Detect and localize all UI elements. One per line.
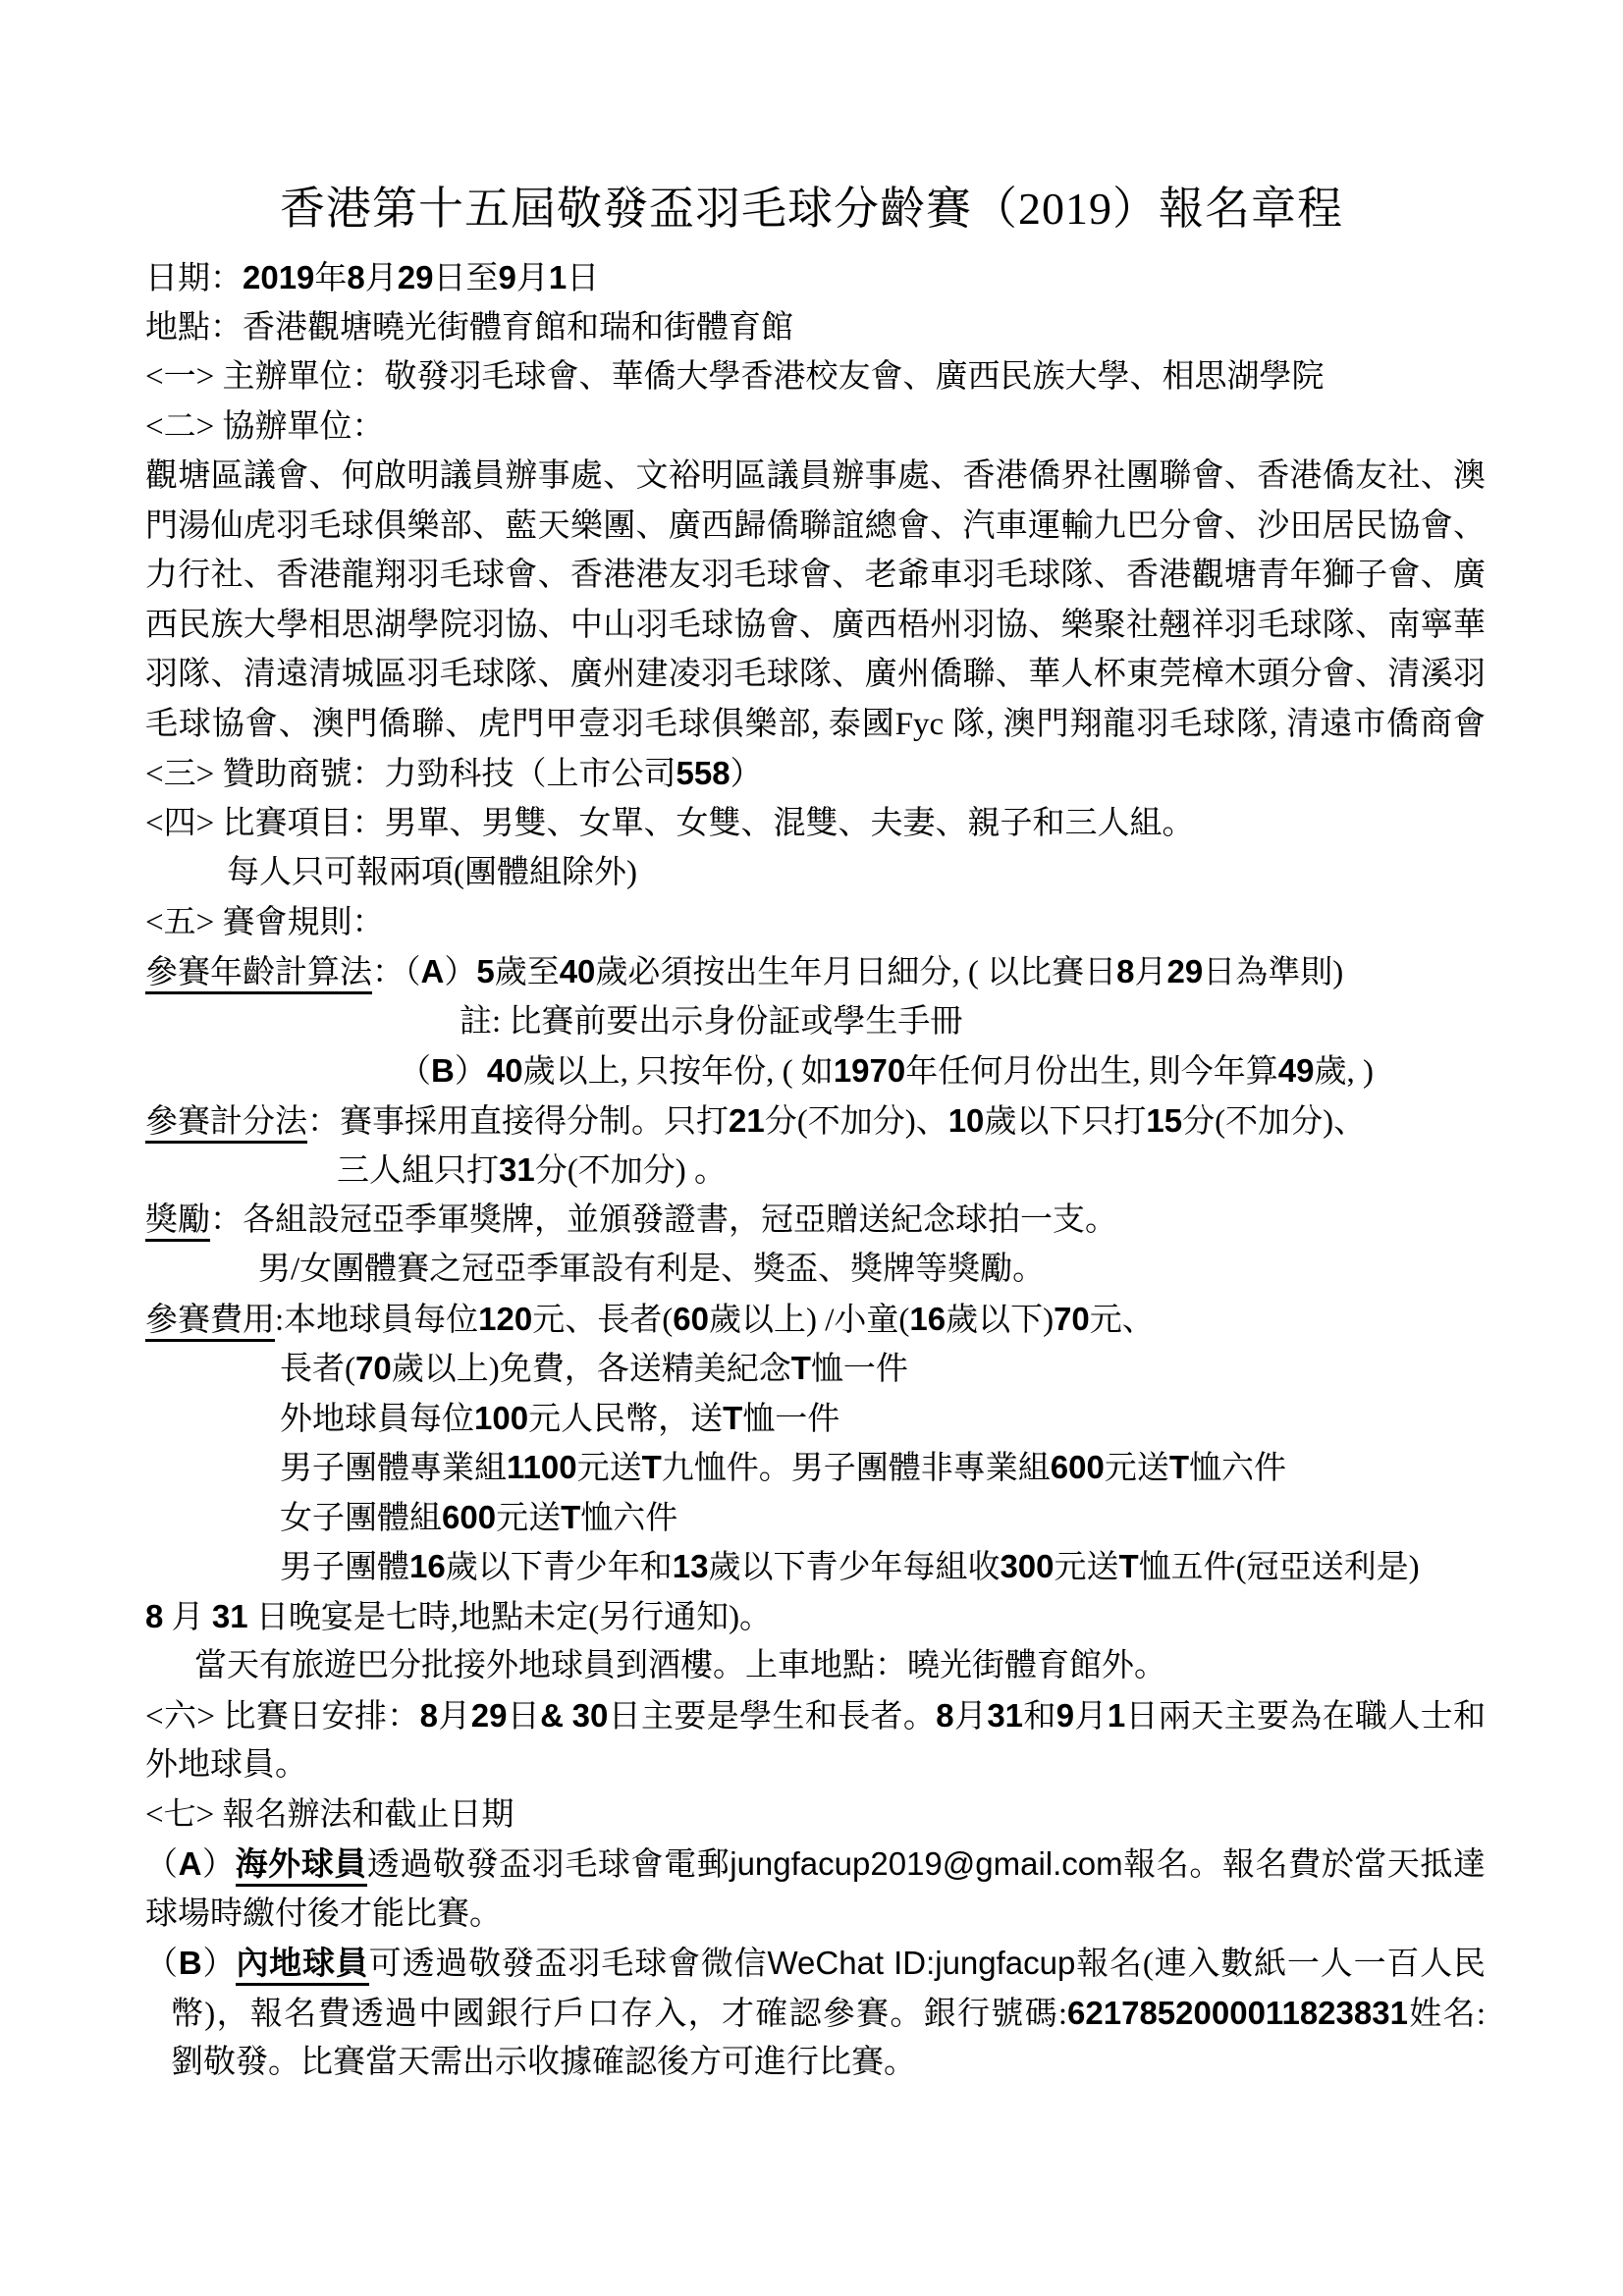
- doc-line-9: [145, 650, 1486, 700]
- text-run: 女子團體組600元送T恤六件: [280, 1498, 678, 1536]
- text-run: 報名。報名費於當天抵達: [1122, 1847, 1487, 1883]
- text-run: 8 月 31 日晚宴是七時,地點未定(另行通知)。: [145, 1597, 773, 1635]
- text-run: 球場時繳付後才能比賽。: [145, 1896, 502, 1932]
- numeral-run: 8: [419, 1696, 439, 1734]
- doc-line-23: [145, 1344, 1486, 1394]
- numeral-run: 5: [476, 953, 495, 989]
- numeral-run: 8: [145, 1597, 164, 1634]
- text-run: <二> 協辦單位：: [145, 408, 385, 445]
- numeral-run: 1: [548, 259, 568, 295]
- numeral-run: T: [790, 1350, 811, 1386]
- numeral-run: B: [431, 1052, 455, 1089]
- numeral-run: 49: [1277, 1052, 1315, 1089]
- emphasized-run: 參賽年齡計算法: [145, 955, 372, 994]
- text-run: 羽隊、清遠清城區羽毛球隊、廣州建凌羽毛球隊、廣州僑聯、華人杯東莞樟木頭分會、清溪羽: [145, 657, 1486, 692]
- emphasized-run: 參賽計分法: [145, 1104, 307, 1144]
- doc-line-30: [145, 1691, 1486, 1741]
- text-run: jungfacup2019@gmail.com: [730, 1845, 1123, 1882]
- numeral-run: 1970: [833, 1052, 906, 1089]
- text-run: <六> 比賽日安排：8月29日& 30日主要是學生和長者。8月31和9月1日兩天主要為在職人士和: [145, 1696, 1487, 1735]
- numeral-run: 8: [1116, 953, 1135, 989]
- doc-line-33: [145, 1840, 1486, 1890]
- text-run: 當天有旅遊巴分批接外地球員到酒樓。上車地點：曉光街體育館外。: [194, 1648, 1166, 1683]
- text-run: （B）: [145, 1945, 237, 1982]
- text-run: <一> 主辦單位：敬發羽毛球會、華僑大學香港校友會、廣西民族大學、相思湖學院: [145, 359, 1325, 395]
- numeral-run: 21: [729, 1101, 765, 1139]
- doc-line-11: [145, 749, 1486, 799]
- numeral-run: 10: [947, 1101, 985, 1139]
- doc-line-31: [145, 1740, 1486, 1790]
- text-run: 註: 比賽前要出示身份証或學生手冊: [460, 1003, 963, 1040]
- emphasized-run: 參賽費用: [145, 1303, 275, 1342]
- numeral-run: 29: [397, 259, 434, 295]
- text-run: 男子團體16歲以下青少年和13歲以下青少年每組收300元送T恤五件(冠亞送利是): [280, 1548, 1420, 1585]
- text-run: （B）40歲以上, 只按年份, ( 如1970年任何月份出生, 則今年算49歲, ): [399, 1052, 1374, 1090]
- numeral-run: 600: [442, 1498, 497, 1535]
- text-run: 可透過敬發盃羽毛球會微信: [368, 1947, 768, 1982]
- numeral-run: 100: [474, 1399, 529, 1436]
- doc-line-37: [145, 2038, 1486, 2088]
- numeral-run: 40: [559, 953, 596, 989]
- doc-line-5: [145, 452, 1486, 502]
- doc-line-36: [145, 1989, 1486, 2039]
- text-run: <五> 賽會規則：: [145, 904, 385, 940]
- text-run: 幣)，報名費透過中國銀行戶口存入，才確認參賽。銀行號碼:: [171, 1996, 1068, 2032]
- doc-line-20: [145, 1196, 1486, 1246]
- numeral-run: 13: [672, 1548, 709, 1584]
- doc-line-28: [145, 1592, 1486, 1642]
- numeral-run: 8: [936, 1696, 954, 1734]
- text-run: 6217852000011823831: [1067, 1994, 1408, 2031]
- numeral-run: A: [178, 1845, 202, 1882]
- doc-line-13: [145, 848, 1486, 898]
- numeral-run: 15: [1146, 1101, 1183, 1139]
- doc-line-2: [145, 303, 1486, 353]
- numeral-run: 558: [676, 755, 730, 791]
- emphasized-run: 海外球員: [236, 1847, 367, 1887]
- numeral-run: &: [540, 1696, 565, 1734]
- text-run: 觀塘區議會、何啟明議員辦事處、文裕明區議員辦事處、香港僑界社團聯會、香港僑友社、澳: [145, 458, 1486, 494]
- numeral-run: A: [420, 953, 445, 989]
- numeral-run: 30: [571, 1696, 609, 1734]
- numeral-run: 300: [1000, 1548, 1055, 1584]
- emphasized-run: 獎勵: [145, 1202, 210, 1242]
- doc-line-10: [145, 700, 1486, 750]
- text-run: 姓名:: [1407, 1996, 1486, 2032]
- numeral-run: 29: [1166, 953, 1204, 989]
- text-run: 男/女團體賽之冠亞季軍設有利是、獎盃、獎牌等獎勵。: [258, 1252, 1046, 1287]
- text-run: 每人只可報兩項(團體組除外): [227, 855, 637, 890]
- numeral-run: 70: [355, 1350, 392, 1386]
- doc-line-1: [145, 253, 1486, 303]
- text-run: 門湯仙虎羽毛球俱樂部、藍天樂團、廣西歸僑聯誼總會、汽車運輸九巴分會、沙田居民協會、: [145, 507, 1486, 544]
- text-run: 力行社、香港龍翔羽毛球會、香港港友羽毛球會、老爺車羽毛球隊、香港觀塘青年獅子會、廣: [145, 558, 1486, 593]
- text-run: WeChat ID:jungfacup: [767, 1945, 1076, 1981]
- numeral-run: 31: [499, 1151, 535, 1188]
- numeral-run: 120: [478, 1300, 533, 1337]
- numeral-run: 1: [1107, 1696, 1126, 1734]
- text-run: 三人組只打31分(不加分) 。: [337, 1151, 727, 1189]
- numeral-run: B: [178, 1945, 202, 1981]
- doc-line-34: [145, 1890, 1486, 1940]
- text-run: （A）: [145, 1845, 236, 1883]
- numeral-run: 70: [1054, 1300, 1090, 1337]
- document-title: 香港第十五屆敬發盃羽毛球分齡賽（2019）報名章程: [280, 184, 1343, 234]
- doc-line-17: [145, 1046, 1486, 1096]
- doc-line-22: [145, 1295, 1486, 1345]
- numeral-run: 9: [498, 259, 516, 295]
- numeral-run: 2019: [243, 259, 315, 295]
- numeral-run: 1100: [507, 1449, 577, 1485]
- doc-line-35: [145, 1939, 1486, 1989]
- text-run: ：（A）5歲至40歲必須按出生年月日細分, ( 以比賽日8月29日為準則): [372, 953, 1344, 990]
- text-run: 報名(連入數紙一人一百人民: [1075, 1947, 1487, 1982]
- doc-line-14: [145, 898, 1486, 948]
- numeral-run: 40: [486, 1052, 523, 1089]
- doc-line-25: [145, 1443, 1486, 1493]
- doc-line-29: [145, 1641, 1486, 1691]
- doc-line-19: [145, 1146, 1486, 1196]
- doc-line-24: [145, 1394, 1486, 1444]
- text-run: 地點：香港觀塘曉光街體育館和瑞和街體育館: [145, 309, 793, 346]
- doc-line-21: [145, 1245, 1486, 1295]
- text-run: 外地球員每位100元人民幣，送T恤一件: [280, 1399, 840, 1437]
- numeral-run: 31: [211, 1597, 248, 1634]
- numeral-run: 16: [409, 1548, 446, 1584]
- doc-line-7: [145, 551, 1486, 601]
- numeral-run: 31: [987, 1696, 1024, 1734]
- numeral-run: 8: [347, 259, 365, 295]
- doc-line-26: [145, 1493, 1486, 1543]
- numeral-run: T: [561, 1498, 581, 1535]
- text-run: 長者(70歲以上)免費，各送精美紀念T恤一件: [280, 1350, 908, 1387]
- doc-line-18: [145, 1096, 1486, 1147]
- text-run: 劉敬發。比賽當天需出示收據確認後方可進行比賽。: [171, 2045, 916, 2080]
- numeral-run: T: [723, 1399, 743, 1436]
- text-run: 透過敬發盃羽毛球會電郵: [366, 1847, 730, 1883]
- text-run: 男子團體專業組1100元送T九恤件。男子團體非專業組600元送T恤六件: [280, 1449, 1286, 1486]
- doc-line-27: [145, 1542, 1486, 1592]
- document-body: [145, 253, 1486, 2088]
- doc-line-32: [145, 1790, 1486, 1841]
- doc-line-4: [145, 402, 1486, 453]
- doc-line-6: [145, 502, 1486, 552]
- text-run: <四> 比賽項目：男單、男雙、女單、女雙、混雙、夫妻、親子和三人組。: [145, 805, 1195, 841]
- doc-line-8: [145, 601, 1486, 651]
- text-run: 日期：2019年8月29日至9月1日: [145, 259, 600, 296]
- text-run: <三> 贊助商號：力勁科技（上市公司558）: [145, 755, 763, 792]
- emphasized-run: 內地球員: [236, 1947, 368, 1986]
- text-run: 西民族大學相思湖學院羽協、中山羽毛球協會、廣西梧州羽協、樂聚社翹祥羽毛球隊、南寧華: [145, 607, 1486, 643]
- numeral-run: 16: [909, 1300, 947, 1337]
- doc-line-3: [145, 352, 1486, 402]
- doc-line-12: [145, 799, 1486, 849]
- numeral-run: T: [1168, 1449, 1189, 1485]
- doc-line-16: [145, 997, 1486, 1047]
- numeral-run: 60: [673, 1300, 709, 1337]
- numeral-run: 600: [1050, 1449, 1105, 1485]
- text-run: <七> 報名辦法和截止日期: [145, 1796, 514, 1833]
- doc-line-15: [145, 947, 1486, 997]
- text-run: ：各組設冠亞季軍獎牌，並頒發證書，冠亞贈送紀念球拍一支。: [210, 1201, 1117, 1238]
- numeral-run: T: [1118, 1548, 1139, 1584]
- numeral-run: 29: [470, 1696, 508, 1734]
- text-run: :本地球員每位120元、長者(60歲以上) /小童(16歲以下)70元、: [275, 1300, 1155, 1338]
- text-run: 外地球員。: [145, 1747, 307, 1783]
- numeral-run: 9: [1055, 1696, 1075, 1734]
- text-run: ：賽事採用直接得分制。只打21分(不加分)、10歲以下只打15分(不加分)、: [307, 1101, 1367, 1140]
- numeral-run: T: [641, 1449, 662, 1485]
- text-run: 毛球協會、澳門僑聯、虎門甲壹羽毛球俱樂部, 泰國Fyc 隊, 澳門翔龍羽毛球隊, 清遠市僑商會: [145, 706, 1487, 742]
